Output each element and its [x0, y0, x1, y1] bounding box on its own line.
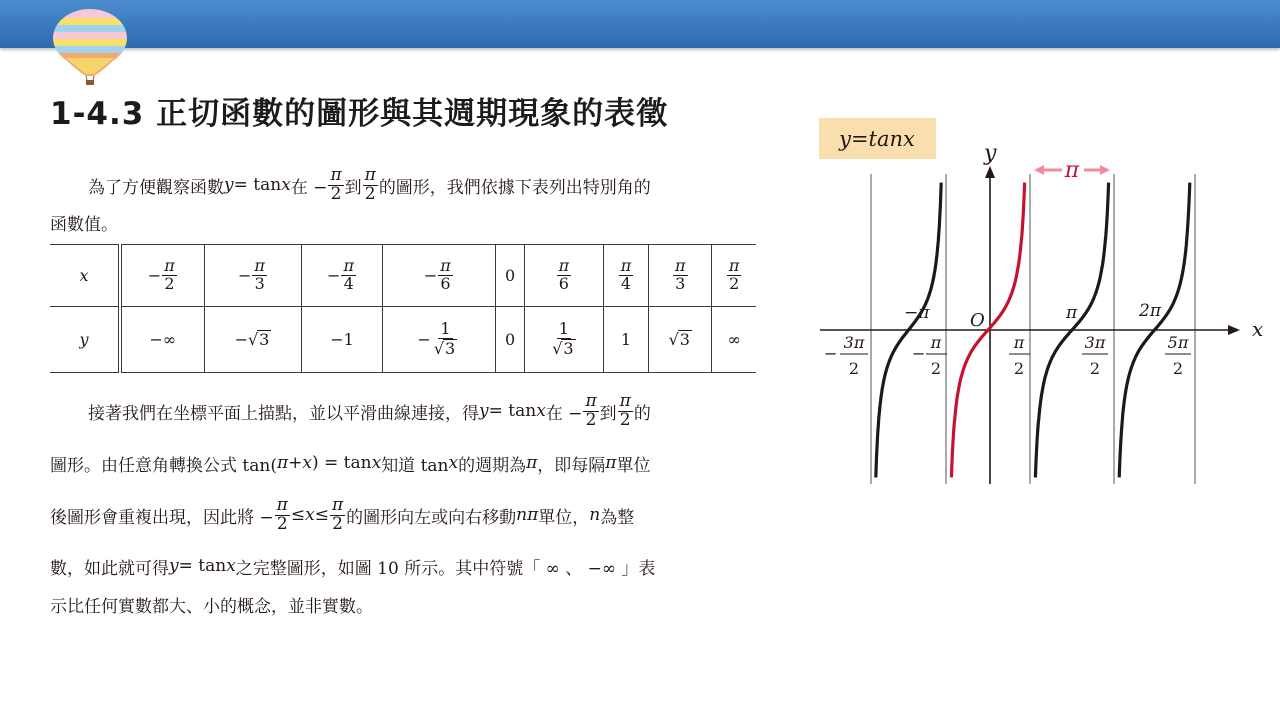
- body-line-3: 後圖形會重複出現，因此將 − $\frac{\pi}{2}$ ≤ x ≤ $\frac{\pi}{2}$ 的圖形向左或向右移動 n π 單位， n 為整: [50, 494, 635, 534]
- body-line-4: 數，如此就可得 y = tan x 之完整圖形，如圖 10 所示。其中符號「 ∞ 、 −∞ 」表: [50, 556, 656, 579]
- x-cell-6: $\frac{\pi}{6}$: [525, 245, 604, 307]
- table-row-y: [50, 307, 756, 373]
- x-cell-3: − $\frac{\pi}{4}$: [302, 245, 382, 307]
- table-row-x: [50, 245, 756, 307]
- svg-text:π: π: [930, 333, 942, 352]
- x-cell-2: − $\frac{\pi}{3}$: [204, 245, 302, 307]
- tick-5pi-2: [1165, 333, 1191, 378]
- body-line-2: 圖形。由任意角轉換公式 tan( π + x ) = tan x 知道 tan x 的週期為 π ，即每隔 π 單位: [50, 453, 651, 476]
- header-band: [0, 0, 1280, 48]
- y-cell-8: √3: [649, 307, 712, 373]
- y-cell-7: 1: [603, 307, 648, 373]
- body-frac-2: $\frac{\pi}{2}$: [619, 390, 631, 430]
- svg-text:2: 2: [848, 359, 860, 378]
- frac-num: π: [330, 164, 342, 185]
- svg-text:2: 2: [1172, 359, 1184, 378]
- x-cell-7: $\frac{\pi}{4}$: [603, 245, 648, 307]
- intro-text-c: 到: [344, 177, 362, 198]
- body-frac-4: $\frac{\pi}{2}$: [331, 494, 344, 534]
- body-frac-1: $\frac{\pi}{2}$: [585, 390, 597, 430]
- tick-pi-2: [1009, 333, 1030, 378]
- origin-label: O: [970, 310, 985, 331]
- intro-var-x: x: [281, 175, 291, 195]
- intro-var-y: y: [224, 175, 234, 195]
- x-cell-4: − $\frac{\pi}{6}$: [382, 245, 495, 307]
- x-cell-9: $\frac{\pi}{2}$: [712, 245, 756, 307]
- body-line-1: 接著我們在坐標平面上描點，並以平滑曲線連接，得 y = tan x 在 − $\frac{\pi}{2}$ 到 $\frac{\pi}{2}$ 的: [88, 390, 651, 430]
- svg-text:3π: 3π: [843, 333, 865, 352]
- table-head-x: x: [50, 245, 120, 307]
- y-cell-4: − $\frac{1}{√3}$: [382, 307, 495, 373]
- y-cell-1: −∞: [120, 307, 204, 373]
- intro-text-a: 為了方便觀察函數: [88, 177, 224, 198]
- x-cell-1: − $\frac{\pi}{2}$: [120, 245, 204, 307]
- y-axis-label: y: [984, 141, 997, 166]
- special-angle-table: [50, 244, 756, 373]
- tick-3pi-2: [1082, 333, 1108, 378]
- body-frac-3: $\frac{\pi}{2}$: [276, 494, 288, 534]
- x-axis-arrow: [1228, 325, 1240, 335]
- svg-text:2: 2: [1013, 359, 1025, 378]
- x-axis-label: x: [1252, 317, 1264, 341]
- svg-text:π: π: [1013, 333, 1025, 352]
- intro-line-2: 函數值。: [50, 215, 118, 235]
- svg-text:5π: 5π: [1167, 333, 1189, 352]
- page-title: 1-4.3 正切函數的圖形與其週期現象的表徵: [50, 96, 669, 132]
- y-cell-6: $\frac{1}{√3}$: [525, 307, 604, 373]
- svg-text:−: −: [824, 344, 838, 363]
- frac-den: 2: [330, 183, 342, 204]
- graph-label: y=tanx: [839, 127, 915, 151]
- y-axis-arrow: [985, 166, 995, 178]
- tick-neg-pi-2: [912, 333, 947, 378]
- y-cell-2: −√3: [204, 307, 302, 373]
- svg-text:2: 2: [930, 359, 942, 378]
- x-cell-5: 0: [496, 245, 525, 307]
- intro-frac-2: [363, 164, 378, 204]
- y-cell-9: ∞: [712, 307, 756, 373]
- tan-graph: [816, 112, 1266, 492]
- asymptotes: [871, 174, 1195, 484]
- tick-2pi: 2π: [1139, 301, 1161, 321]
- intro-line-1: [88, 160, 651, 210]
- tick-neg-3pi-2: [824, 333, 868, 378]
- svg-text:3π: 3π: [1084, 333, 1106, 352]
- body-line-5: 示比任何實數都大、小的概念，並非實數。: [50, 597, 373, 617]
- tick-pi: π: [1066, 303, 1078, 323]
- x-cell-8: $\frac{\pi}{3}$: [649, 245, 712, 307]
- hot-air-balloon-icon: [50, 8, 130, 88]
- y-cell-3: −1: [302, 307, 382, 373]
- intro-text-b: 在 −: [290, 177, 328, 198]
- intro-eq: = tan: [233, 175, 282, 195]
- intro-frac-1: [328, 164, 343, 204]
- tick-neg-pi: −π: [904, 303, 930, 323]
- period-indicator: [1034, 158, 1110, 183]
- svg-text:2: 2: [1089, 359, 1101, 378]
- intro-text-d: 的圖形，我們依據下表列出特別角的: [378, 177, 651, 198]
- frac-num: π: [364, 164, 376, 185]
- table-head-y: y: [50, 307, 120, 373]
- period-label: π: [1064, 158, 1080, 183]
- y-cell-5: 0: [496, 307, 525, 373]
- svg-text:−: −: [912, 344, 926, 363]
- frac-den: 2: [364, 183, 376, 204]
